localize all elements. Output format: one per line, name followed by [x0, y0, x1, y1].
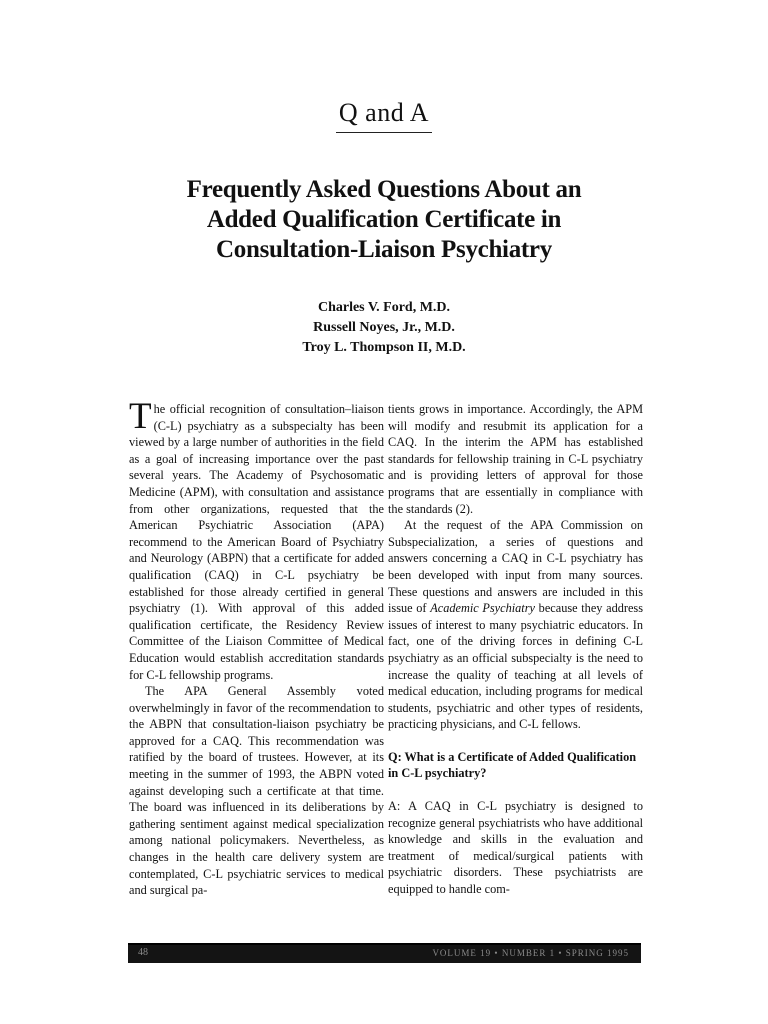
body-paragraph: The APA General Assembly voted overwhelmingly in favor of the recommendation to the ABPN that consultation-liaison psychiatry be approved for a CAQ. This recommendation was ratified by the board of trustees. However, at its meeting in the summer of 1993, the ABPN voted against developing such a certificate at that time. The board was influenced in its deliberations by gathering sentiment against medical specialization among national policymakers. Nevertheless, as changes in the health care delivery system are contemplated, C-L psychiatric services to medical and surgical pa-: [129, 684, 384, 898]
body-paragraph-continued: tients grows in importance. Accordingly, the APM will modify and resubmit its application for a CAQ. In the interim the APM has established standards for fellowship training in C-L psychiatry and is providing letters of approval for those programs that are essentially in compliance with the standards (2).: [388, 402, 643, 516]
question: Q: What is a Certificate of Added Qualification in C-L psychiatry?: [388, 749, 637, 781]
author-name: Charles V. Ford, M.D.: [317, 300, 451, 315]
section-title: Q and A: [338, 98, 430, 127]
issue-info: VOLUME 19 • NUMBER 1 • SPRING 1995: [432, 948, 629, 958]
paragraph-text: he official recognition of consultation–liaison (C-L) psychiatry as a subspecialty has been viewed by a large number of authorities in the field as a goal of increasing importance over the past several years. The Academy of Psychosomatic Medicine (APM), with consultation and assistance from other organizations, requested that the American Psychiatric Association (APA) recommend to the American Board of Psychiatry and Neurology (ABPN) that a certificate for added qualification (CAQ) in C-L psychiatry be established for those already certified in general psychiatry (1). With approval of this added qualification certificate, the Residency Review Committee of the Liaison Committee of Medical Education would establish accreditation standards for C-L fellowship programs.: [129, 402, 384, 682]
article-title: [130, 175, 638, 265]
author-name: Troy L. Thompson II, M.D.: [302, 340, 466, 355]
article-title-line: Consultation-Liaison Psychiatry: [216, 236, 552, 263]
body-column-right: [388, 401, 643, 898]
body-column-left: [129, 396, 384, 899]
body-paragraph: [129, 396, 384, 683]
paragraph-text: At the request of the APA Commission on Subspecialization, a series of questions and answers concerning a CAQ in C-L psychiatry has been developed with input from many sources. These questions and answers are included in this issue of: [388, 518, 643, 616]
section-title-rule: [336, 132, 432, 133]
journal-name: Academic Psychiatry: [430, 601, 535, 616]
article-title-line: Added Qualification Certificate in: [206, 206, 562, 233]
answer: A: A CAQ in C-L psychiatry is designed to recognize general psychiatrists who have additional knowledge and skills in the evaluation and treatment of medical/surgical patients with psychiatric disorders. These psychiatrists are equipped to handle com-: [388, 799, 643, 897]
body-paragraph: [388, 517, 643, 733]
article-title-line: Frequently Asked Questions About an: [186, 176, 582, 203]
page-number: 48: [138, 947, 148, 958]
footer-bar: [128, 943, 641, 963]
author-name: Russell Noyes, Jr., M.D.: [313, 320, 455, 335]
paragraph-text: because they address issues of interest to many psychiatric educators. In fact, one of the driving forces in defining C-L psychiatry as an official subspecialty is the need to increase the quality of teaching at all levels of medical education, including programs for medical students, psychiatric and other types of residents, practicing physicians, and C-L fellows.: [388, 601, 644, 732]
author-list: [0, 298, 768, 358]
drop-cap: T: [129, 396, 152, 437]
